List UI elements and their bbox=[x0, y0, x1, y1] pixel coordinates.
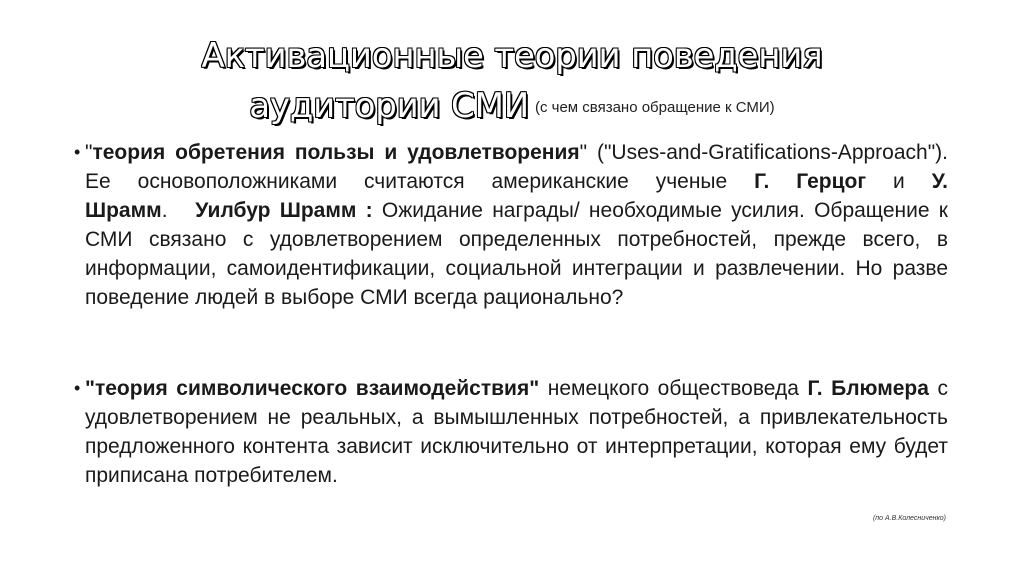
bullet-1-part-6: . bbox=[161, 199, 196, 222]
title-note: (с чем связано обращение к СМИ) bbox=[534, 98, 775, 116]
bullet-dot-icon: • bbox=[74, 142, 81, 162]
slide-title-line1: Активационные теории поведения bbox=[201, 36, 823, 76]
bullet-1-part-0: " bbox=[85, 141, 93, 164]
source-note: (по А.В.Колесниченко) bbox=[872, 515, 946, 522]
bullet-1-part-4: и bbox=[866, 170, 932, 193]
bullet-2-part-2: Г. Блюмера bbox=[807, 377, 929, 400]
slide-title-line2 bbox=[0, 88, 1024, 126]
bullet-2-part-0: "теория символического взаимодействия" bbox=[85, 377, 540, 400]
bullet-dot-icon: • bbox=[74, 378, 81, 398]
bullet-2 bbox=[74, 374, 948, 490]
bullet-1-part-1: теория обретения пользы и удовлетворения bbox=[92, 141, 580, 164]
bullet-1-part-2: " ("Uses-and-Gratifications-Approach"). Ее основоположниками считаются американские ученые bbox=[85, 141, 948, 193]
bullet-1-part-3: Г. Герцог bbox=[754, 170, 867, 193]
bullet-1-part-5: У. Шрамм bbox=[85, 170, 948, 222]
bullet-1-part-8: Ожидание награды/ необходимые усилия. Обращение к СМИ связано с удовлетворением определенных потребностей, прежде всего, в информации, самоидентификации, социальной интеграции и развлечении. Но разве поведение людей в выборе СМИ всегда рационально? bbox=[85, 199, 948, 309]
bullet-2-part-1: немецкого обществоведа bbox=[539, 377, 808, 400]
slide-title-line2-text: аудитории СМИ bbox=[249, 86, 529, 126]
bullet-1 bbox=[74, 138, 948, 312]
bullet-2-part-3: с удовлетворением не реальных, а вымышленных потребностей, а привлекательность предложенного контента зависит исключительно от интерпретации, которая ему будет приписана потребителем. bbox=[85, 377, 948, 487]
bullet-1-part-7: Уилбур Шрамм : bbox=[195, 199, 373, 222]
